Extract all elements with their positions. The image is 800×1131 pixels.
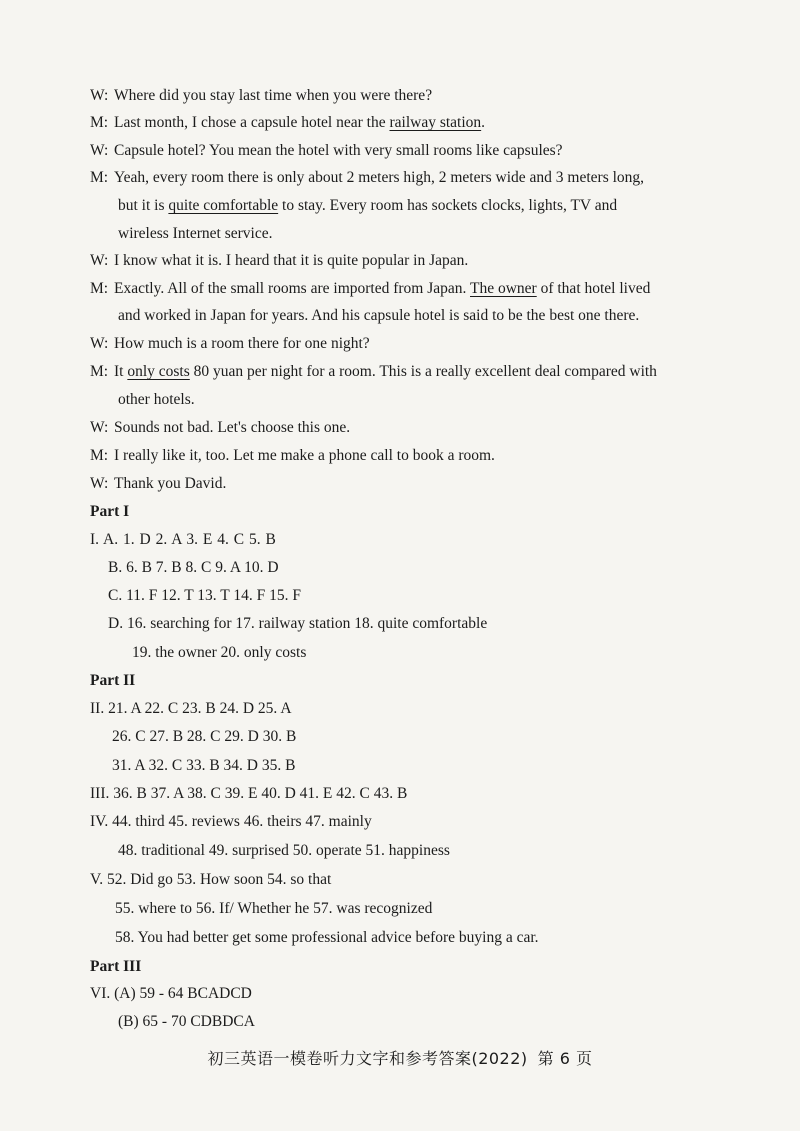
dialogue-line <box>118 196 617 216</box>
dialogue-text: How much is a room there for one night? <box>114 335 370 352</box>
speaker-label: W: <box>90 475 109 492</box>
speaker-label: W: <box>90 419 109 436</box>
answer-line: IV. 44. third 45. reviews 46. theirs 47. mainly <box>90 813 372 830</box>
part-heading: Part I <box>90 503 130 520</box>
speaker-label: W: <box>90 87 109 104</box>
footer-title: 初三英语一模卷听力文字和参考答案(2022) <box>207 1049 528 1068</box>
dialogue-text: but it is <box>118 197 169 214</box>
underlined-answer: only costs <box>127 363 190 380</box>
dialogue-text: Where did you stay last time when you were there? <box>114 87 433 104</box>
dialogue-line <box>90 251 468 271</box>
speaker-label: W: <box>90 252 109 269</box>
dialogue-line <box>118 390 195 410</box>
speaker-label: M: <box>90 447 109 464</box>
dialogue-line <box>90 113 485 133</box>
underlined-answer: quite comfortable <box>168 197 279 214</box>
underlined-answer: The owner <box>470 280 537 297</box>
dialogue-text: Yeah, every room there is only about 2 meters high, 2 meters wide and 3 meters long, <box>114 169 645 186</box>
dialogue-line <box>90 168 644 188</box>
answer-line: III. 36. B 37. A 38. C 39. E 40. D 41. E 42. C 43. B <box>90 785 408 802</box>
dialogue-text: to stay. Every room has sockets clocks, lights, TV and <box>278 197 618 214</box>
speaker-label: W: <box>90 142 109 159</box>
answer-line: 31. A 32. C 33. B 34. D 35. B <box>112 757 296 774</box>
dialogue-text: other hotels. <box>118 391 195 408</box>
dialogue-text: wireless Internet service. <box>118 225 273 242</box>
dialogue-line <box>90 418 350 438</box>
answer-line: 19. the owner 20. only costs <box>132 644 307 661</box>
answer-line: 26. C 27. B 28. C 29. D 30. B <box>112 728 297 745</box>
answer-line: VI. (A) 59 - 64 BCADCD <box>90 985 252 1002</box>
dialogue-text: Exactly. All of the small rooms are imported from Japan. <box>114 280 470 297</box>
dialogue-text: 80 yuan per night for a room. This is a really excellent deal compared with <box>189 363 657 380</box>
dialogue-text: of that hotel lived <box>536 280 651 297</box>
dialogue-line <box>90 86 432 106</box>
answer-line: 58. You had better get some professional advice before buying a car. <box>115 929 539 946</box>
dialogue-text: Last month, I chose a capsule hotel near the <box>114 114 390 131</box>
speaker-label: M: <box>90 169 109 186</box>
dialogue-line <box>118 306 639 326</box>
dialogue-line <box>90 474 226 494</box>
part-heading: Part II <box>90 672 136 689</box>
answer-line: V. 52. Did go 53. How soon 54. so that <box>90 871 332 888</box>
dialogue-text: Sounds not bad. Let's choose this one. <box>114 419 351 436</box>
speaker-label: W: <box>90 335 109 352</box>
speaker-label: M: <box>90 114 109 131</box>
dialogue-line <box>90 141 563 161</box>
dialogue-line <box>90 446 495 466</box>
dialogue-line <box>90 362 657 382</box>
answer-line: 55. where to 56. If/ Whether he 57. was recognized <box>115 900 433 917</box>
speaker-label: M: <box>90 280 109 297</box>
answer-line: I. A. 1. D 2. A 3. E 4. C 5. B <box>90 531 276 548</box>
answer-line: C. 11. F 12. T 13. T 14. F 15. F <box>108 587 301 604</box>
dialogue-text: I know what it is. I heard that it is quite popular in Japan. <box>114 252 469 269</box>
answer-line: (B) 65 - 70 CDBDCA <box>118 1013 255 1030</box>
underlined-answer: railway station <box>389 114 482 131</box>
dialogue-text: Thank you David. <box>114 475 227 492</box>
answer-line: D. 16. searching for 17. railway station 18. quite comfortable <box>108 615 488 632</box>
dialogue-line <box>90 279 650 299</box>
page-number: 第 6 页 <box>537 1049 593 1068</box>
page-footer <box>0 1046 800 1069</box>
dialogue-text: It <box>114 363 128 380</box>
answer-line: II. 21. A 22. C 23. B 24. D 25. A <box>90 700 292 717</box>
dialogue-line <box>90 334 370 354</box>
dialogue-text: Capsule hotel? You mean the hotel with very small rooms like capsules? <box>114 142 563 159</box>
answer-line: 48. traditional 49. surprised 50. operate 51. happiness <box>118 842 450 859</box>
dialogue-line <box>118 224 273 244</box>
answer-line: B. 6. B 7. B 8. C 9. A 10. D <box>108 559 279 576</box>
speaker-label: M: <box>90 363 109 380</box>
part-heading: Part III <box>90 958 142 975</box>
dialogue-text: and worked in Japan for years. And his capsule hotel is said to be the best one there. <box>118 307 640 324</box>
dialogue-text: I really like it, too. Let me make a phone call to book a room. <box>114 447 495 464</box>
dialogue-text: . <box>481 114 486 131</box>
